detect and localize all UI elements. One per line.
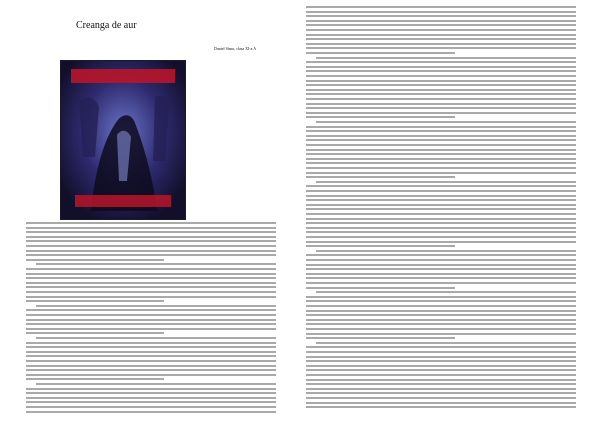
placeholder-text-line (306, 323, 576, 325)
placeholder-text-line (36, 337, 276, 339)
placeholder-text-line (306, 135, 576, 137)
page-title: Creanga de aur (76, 20, 137, 31)
placeholder-text-line (26, 365, 276, 367)
placeholder-text-line (306, 213, 576, 215)
placeholder-text-line (306, 190, 576, 192)
placeholder-text-line (306, 254, 576, 256)
placeholder-text-line (26, 319, 276, 321)
placeholder-text-line (306, 93, 576, 95)
placeholder-text-line (306, 245, 455, 247)
placeholder-text-line (26, 411, 276, 413)
body-text-column-left (26, 222, 276, 416)
placeholder-text-line (26, 268, 276, 270)
placeholder-text-line (306, 305, 576, 307)
placeholder-text-line (306, 75, 576, 77)
author-byline: Daniel Simu, clasa XI-a A (214, 46, 257, 51)
placeholder-text-line (26, 309, 276, 311)
placeholder-text-line (306, 126, 576, 128)
placeholder-text-line (26, 401, 276, 403)
placeholder-text-line (26, 355, 276, 357)
placeholder-text-line (316, 291, 576, 293)
placeholder-text-line (306, 218, 576, 220)
placeholder-text-line (306, 116, 455, 118)
placeholder-text-line (26, 314, 276, 316)
placeholder-text-line (26, 291, 276, 293)
placeholder-text-line (306, 310, 576, 312)
placeholder-text-line (26, 323, 276, 325)
placeholder-text-line (26, 259, 164, 261)
placeholder-text-line (26, 328, 276, 330)
placeholder-text-line (306, 130, 576, 132)
placeholder-text-line (26, 231, 276, 233)
placeholder-text-line (26, 342, 276, 344)
placeholder-text-line (306, 264, 576, 266)
placeholder-text-line (306, 139, 576, 141)
placeholder-text-line (306, 204, 576, 206)
placeholder-text-line (306, 34, 576, 36)
placeholder-text-line (26, 388, 276, 390)
placeholder-text-line (306, 149, 576, 151)
placeholder-text-line (306, 47, 576, 49)
placeholder-text-line (306, 158, 576, 160)
placeholder-text-line (306, 89, 576, 91)
placeholder-text-line (26, 227, 276, 229)
book-cover-image (60, 60, 186, 220)
placeholder-text-line (306, 397, 576, 399)
placeholder-text-line (306, 333, 576, 335)
placeholder-text-line (26, 286, 276, 288)
placeholder-text-line (306, 29, 576, 31)
placeholder-text-line (306, 328, 576, 330)
placeholder-text-line (306, 222, 576, 224)
placeholder-text-line (306, 388, 576, 390)
placeholder-text-line (306, 300, 576, 302)
placeholder-text-line (316, 57, 576, 59)
placeholder-text-line (26, 300, 164, 302)
placeholder-text-line (306, 360, 576, 362)
placeholder-text-line (306, 356, 576, 358)
placeholder-text-line (26, 397, 276, 399)
placeholder-text-line (26, 378, 164, 380)
placeholder-text-line (306, 153, 576, 155)
placeholder-text-line (306, 80, 576, 82)
placeholder-text-line (26, 250, 276, 252)
body-text-column-right (306, 6, 576, 414)
placeholder-text-line (306, 20, 576, 22)
placeholder-text-line (26, 236, 276, 238)
placeholder-text-line (26, 273, 276, 275)
placeholder-text-line (26, 346, 276, 348)
placeholder-text-line (306, 15, 576, 17)
placeholder-text-line (306, 346, 576, 348)
placeholder-text-line (306, 70, 576, 72)
placeholder-text-line (306, 268, 576, 270)
placeholder-text-line (306, 392, 576, 394)
placeholder-text-line (316, 121, 576, 123)
placeholder-text-line (306, 84, 576, 86)
placeholder-text-line (26, 360, 276, 362)
placeholder-text-line (26, 240, 276, 242)
placeholder-text-line (306, 199, 576, 201)
placeholder-text-line (306, 6, 576, 8)
placeholder-text-line (306, 259, 576, 261)
placeholder-text-line (306, 172, 576, 174)
placeholder-text-line (26, 245, 276, 247)
placeholder-text-line (306, 236, 576, 238)
placeholder-text-line (306, 144, 576, 146)
placeholder-text-line (306, 176, 455, 178)
placeholder-text-line (306, 98, 576, 100)
placeholder-text-line (306, 208, 576, 210)
placeholder-text-line (306, 61, 576, 63)
placeholder-text-line (26, 282, 276, 284)
placeholder-text-line (306, 195, 576, 197)
placeholder-text-line (306, 296, 576, 298)
placeholder-text-line (26, 296, 276, 298)
placeholder-text-line (306, 241, 576, 243)
placeholder-text-line (26, 254, 276, 256)
placeholder-text-line (306, 402, 576, 404)
placeholder-text-line (306, 11, 576, 13)
placeholder-text-line (316, 181, 576, 183)
placeholder-text-line (306, 383, 576, 385)
placeholder-text-line (306, 24, 576, 26)
placeholder-text-line (26, 369, 276, 371)
placeholder-text-line (306, 374, 576, 376)
placeholder-text-line (26, 374, 276, 376)
placeholder-text-line (26, 351, 276, 353)
placeholder-text-line (306, 112, 576, 114)
placeholder-text-line (306, 287, 455, 289)
book-cover-painting (61, 61, 185, 219)
placeholder-text-line (26, 406, 276, 408)
placeholder-text-line (316, 342, 576, 344)
placeholder-text-line (306, 167, 576, 169)
placeholder-text-line (306, 66, 576, 68)
placeholder-text-line (306, 103, 576, 105)
placeholder-text-line (306, 107, 576, 109)
placeholder-text-line (26, 222, 276, 224)
placeholder-text-line (306, 319, 576, 321)
placeholder-text-line (306, 379, 576, 381)
placeholder-text-line (36, 383, 276, 385)
placeholder-text-line (306, 185, 576, 187)
placeholder-text-line (316, 250, 576, 252)
placeholder-text-line (306, 227, 576, 229)
placeholder-text-line (306, 337, 455, 339)
placeholder-text-line (306, 231, 576, 233)
placeholder-text-line (306, 314, 576, 316)
placeholder-text-line (306, 365, 576, 367)
placeholder-text-line (306, 277, 576, 279)
placeholder-text-line (306, 369, 576, 371)
placeholder-text-line (26, 277, 276, 279)
placeholder-text-line (306, 351, 576, 353)
placeholder-text-line (36, 263, 276, 265)
placeholder-text-line (306, 282, 576, 284)
placeholder-text-line (306, 38, 576, 40)
placeholder-text-line (26, 332, 164, 334)
placeholder-text-line (306, 162, 576, 164)
placeholder-text-line (306, 273, 576, 275)
placeholder-text-line (26, 392, 276, 394)
placeholder-text-line (306, 52, 455, 54)
placeholder-text-line (36, 305, 276, 307)
placeholder-text-line (306, 43, 576, 45)
placeholder-text-line (306, 406, 576, 408)
